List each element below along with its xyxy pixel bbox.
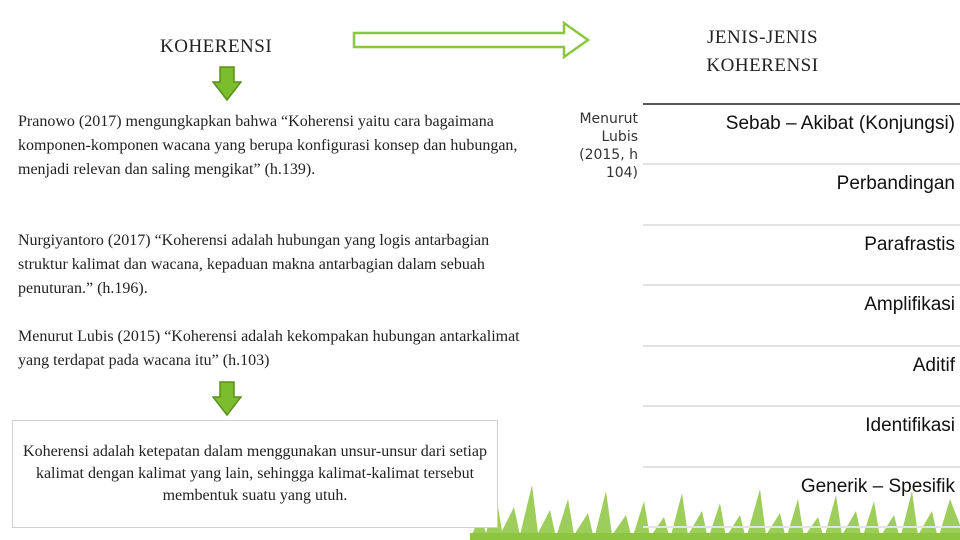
source-line2: Lubis xyxy=(601,129,638,145)
jenis-koherensi-title xyxy=(680,24,845,80)
type-generik-spesifik: Generik – Spesifik xyxy=(800,476,955,497)
list-divider xyxy=(643,163,960,165)
summary-text: Koherensi adalah ketepatan dalam menggunakan unsur-unsur dari setiap kalimat dengan kalimat yang lain, sehingga kalimat-kalimat tersebut membentuk suatu yang utuh. xyxy=(23,443,487,504)
definition-lubis: Menurut Lubis (2015) “Koherensi adalah kekompakan hubungan antarkalimat yang terdapat pada wacana itu” (h.103) xyxy=(18,328,520,369)
source-line3: (2015, h xyxy=(579,147,638,163)
down-arrow-icon xyxy=(212,66,242,102)
list-divider xyxy=(643,526,960,528)
type-parafrastis: Parafrastis xyxy=(864,234,955,255)
type-aditif: Aditif xyxy=(912,355,955,376)
source-citation xyxy=(566,110,638,182)
jenis-title-line1: JENIS-JENIS xyxy=(706,27,819,48)
type-sebab-akibat: Sebab – Akibat (Konjungsi) xyxy=(725,113,955,134)
definition-nurgiyantoro: Nurgiyantoro (2017) “Koherensi adalah hubungan yang logis antarbagian struktur kalimat dan wacana, kepaduan makna antarbagian dalam sebuah penuturan.” (h.196). xyxy=(18,232,490,297)
right-arrow-icon xyxy=(352,20,592,60)
list-divider xyxy=(643,466,960,468)
source-line1: Menurut xyxy=(579,111,638,127)
type-perbandingan: Perbandingan xyxy=(836,173,955,194)
source-line4: 104) xyxy=(605,165,638,181)
type-identifikasi: Identifikasi xyxy=(865,415,955,436)
list-divider xyxy=(643,405,960,407)
list-divider xyxy=(643,224,960,226)
type-amplifikasi: Amplifikasi xyxy=(864,294,955,315)
summary-box xyxy=(12,420,498,528)
definition-pranowo: Pranowo (2017) mengungkapkan bahwa “Koherensi yaitu cara bagaimana komponen-komponen wacana yang berupa konfigurasi konsep dan hubungan, menjadi relevan dan saling mengikat” (h.139). xyxy=(18,113,518,178)
list-divider xyxy=(643,103,960,105)
down-arrow-icon xyxy=(212,381,242,417)
list-divider xyxy=(643,345,960,347)
koherensi-title: KOHERENSI xyxy=(160,36,273,57)
list-divider xyxy=(643,284,960,286)
jenis-title-line2: KOHERENSI xyxy=(706,55,819,76)
